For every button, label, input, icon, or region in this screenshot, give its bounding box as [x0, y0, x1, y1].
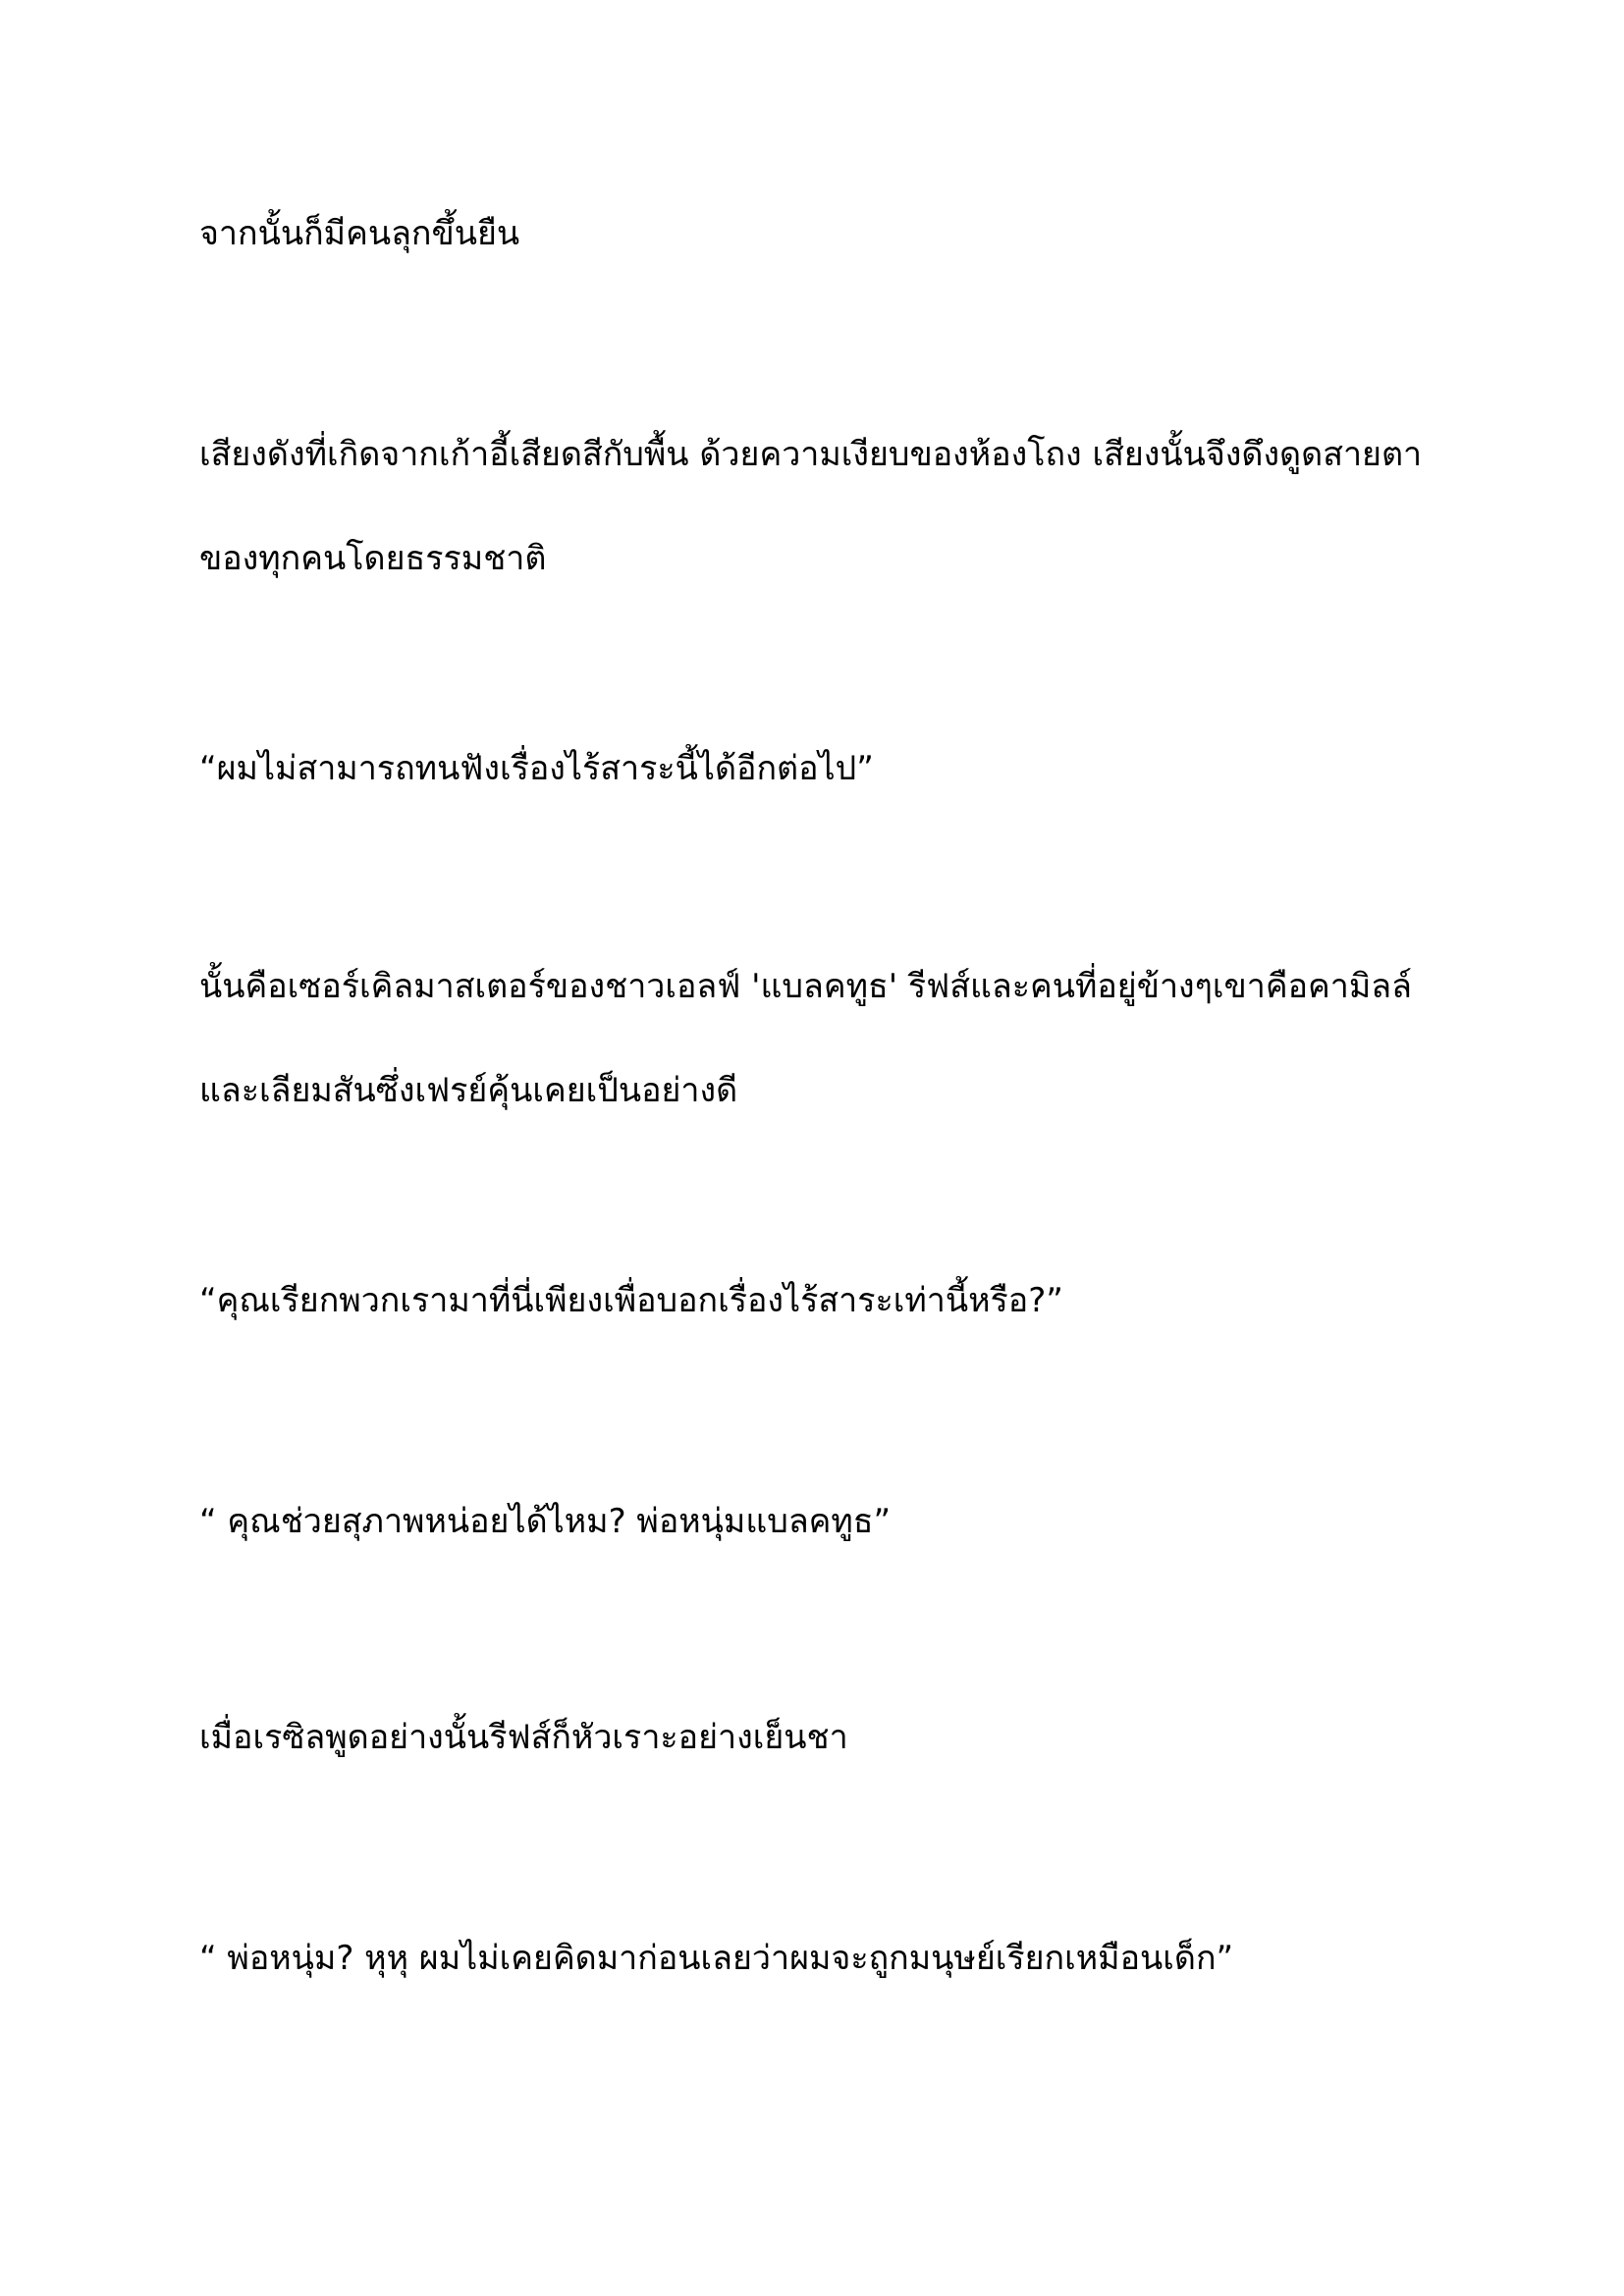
paragraph-4: นั้นคือเซอร์เคิลมาสเตอร์ของชาวเอลฟ์ 'แบลคทูธ' รีฟส์และคนที่อยู่ข้างๆเขาคือคามิลล์และเลียมสันซึ่งเฟรย์คุ้นเคยเป็นอย่างดี	[199, 967, 1412, 1110]
paragraph-3: “ผมไม่สามารถทนฟังเรื่องไร้สาระนี้ได้อีกต่อไป”	[199, 749, 874, 788]
paragraph-6: “ คุณช่วยสุภาพหน่อยได้ไหม? พ่อหนุ่มแบลคทูธ”	[199, 1502, 892, 1541]
paragraph-8: “ พ่อหนุ่ม? หุหุ ผมไม่เคยคิดมาก่อนเลยว่าผมจะถูกมนุษย์เรียกเหมือนเด็ก”	[199, 1939, 1234, 1978]
paragraph-2: เสียงดังที่เกิดจากเก้าอี้เสียดสีกับพื้น ด้วยความเงียบของห้องโถง เสียงนั้นจึงดึงดูดสายตาของทุกคนโดยธรรมชาติ	[199, 435, 1423, 578]
paragraph-7: เมื่อเรซิลพูดอย่างนั้นรีฟส์ก็หัวเราะอย่างเย็นชา	[199, 1718, 848, 1757]
paragraph-5: “คุณเรียกพวกเรามาที่นี่เพียงเพื่อบอกเรื่องไร้สาระเท่านี้หรือ?”	[199, 1281, 1063, 1320]
paragraph-1: จากนั้นก็มีคนลุกขึ้นยืน	[199, 214, 520, 253]
